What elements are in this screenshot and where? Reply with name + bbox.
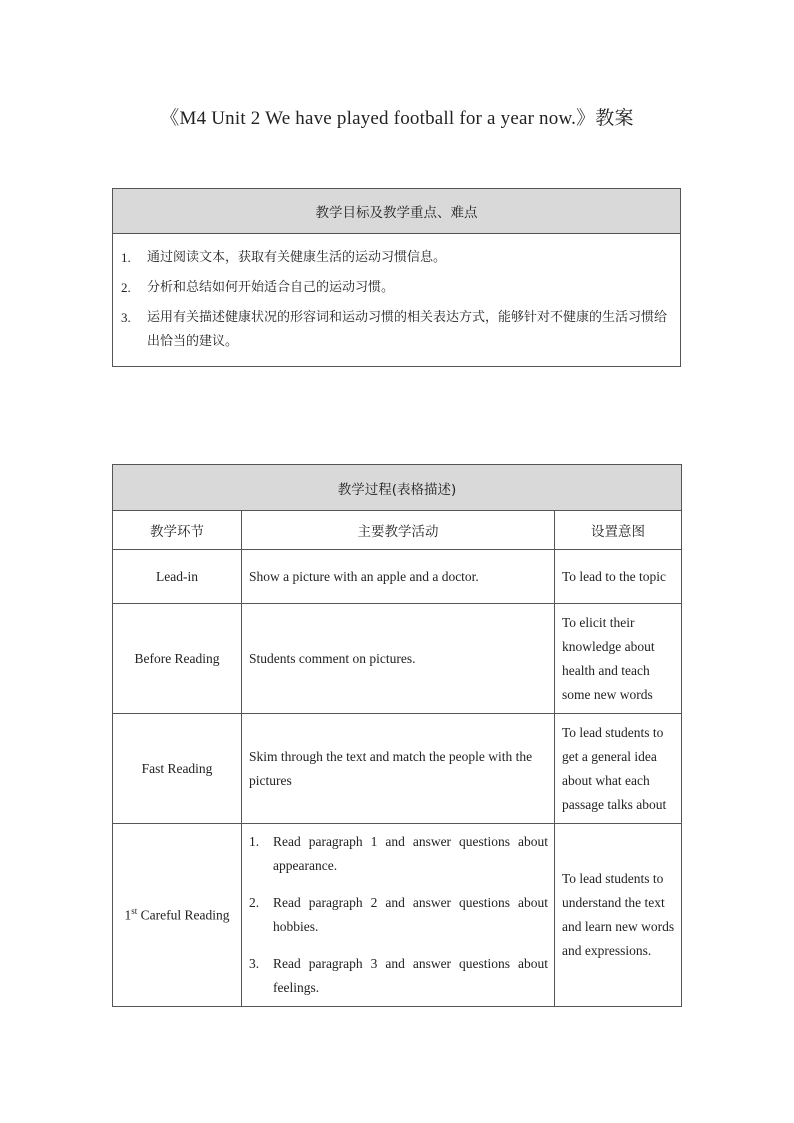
table-row: [113, 824, 682, 1007]
process-header: 教学过程(表格描述): [113, 465, 682, 511]
objectives-header: 教学目标及教学重点、难点: [113, 189, 681, 234]
activity-cell: Students comment on pictures.: [242, 604, 555, 714]
objectives-list: [113, 234, 681, 367]
column-header-activity: 主要教学活动: [242, 511, 555, 550]
objective-item: 1. 通过阅读文本，获取有关健康生活的运动习惯信息。: [121, 250, 447, 265]
purpose-cell: To lead to the topic: [555, 550, 682, 604]
stage-cell: 1st Careful Reading: [113, 824, 242, 1007]
objective-item: 2. 分析和总结如何开始适合自己的运动习惯。: [121, 280, 395, 295]
list-item: 3. Read paragraph 3 and answer questions about feelings.: [249, 956, 548, 995]
objectives-table: [112, 188, 681, 367]
activity-cell: Skim through the text and match the people with the pictures: [242, 714, 555, 824]
process-table: [112, 464, 682, 1007]
activity-cell: [242, 824, 555, 1007]
table-row: [113, 550, 682, 604]
purpose-cell: To lead students to understand the text and learn new words and expressions.: [555, 824, 682, 1007]
stage-cell: Fast Reading: [113, 714, 242, 824]
table-row: [113, 714, 682, 824]
purpose-cell: To elicit their knowledge about health and teach some new words: [555, 604, 682, 714]
column-header-stage: 教学环节: [113, 511, 242, 550]
list-item: 2. Read paragraph 2 and answer questions about hobbies.: [249, 895, 548, 934]
purpose-cell: To lead students to get a general idea about what each passage talks about: [555, 714, 682, 824]
list-item: 1. Read paragraph 1 and answer questions about appearance.: [249, 834, 548, 873]
table-row: [113, 604, 682, 714]
column-header-purpose: 设置意图: [555, 511, 682, 550]
activity-cell: Show a picture with an apple and a doctor.: [242, 550, 555, 604]
objective-item: 3. 运用有关描述健康状况的形容词和运动习惯的相关表达方式，能够针对不健康的生活习惯给出恰当的建议。: [121, 310, 668, 349]
document-title: 《M4 Unit 2 We have played football for a year now.》教案: [160, 108, 634, 129]
stage-cell: Before Reading: [113, 604, 242, 714]
stage-cell: Lead-in: [113, 550, 242, 604]
